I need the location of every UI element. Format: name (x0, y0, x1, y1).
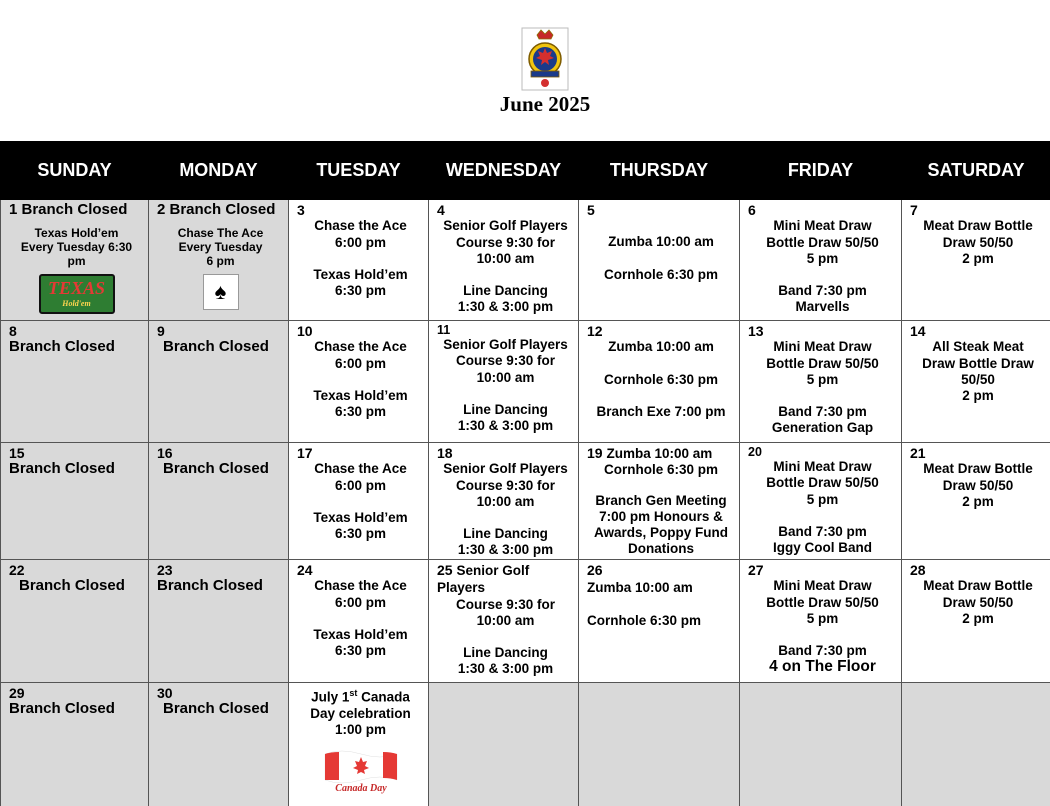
event-line: Every Tuesday 6:30 (20, 240, 133, 255)
event-line: Meat Draw Bottle (923, 578, 1033, 594)
event-line: Meat Draw Bottle (923, 218, 1033, 234)
day-number: 3 (297, 202, 305, 218)
event-line: Line Dancing (463, 283, 548, 299)
event-line: Course 9:30 for (455, 234, 556, 250)
event-line: Cornhole 6:30 pm (603, 462, 719, 478)
event-line: Branch Exe 7:00 pm (596, 403, 726, 419)
event-line: Bottle Draw 50/50 (766, 475, 879, 491)
event-line: Zumba 10:00 am (608, 234, 714, 250)
day-cell (289, 683, 429, 806)
event-line: 5 pm (806, 250, 839, 266)
weekday-header: THURSDAY (579, 142, 740, 200)
day-number: 24 (297, 562, 313, 578)
event-line: 6:00 pm (334, 355, 387, 371)
event-line: Bottle Draw 50/50 (766, 594, 879, 610)
weekday-header: WEDNESDAY (429, 142, 579, 200)
day-cell (429, 443, 579, 560)
event-line: 2 pm (962, 610, 994, 626)
event-line: Mini Meat Draw (773, 578, 872, 594)
event-line: 6:30 pm (334, 526, 387, 542)
event-line: Iggy Cool Band (773, 540, 872, 556)
event-line: Mini Meat Draw (773, 218, 872, 234)
empty-day-cell (579, 683, 740, 806)
day-number: 10 (297, 323, 313, 339)
page-title: June 2025 (499, 92, 591, 116)
weekday-header: SATURDAY (902, 142, 1050, 200)
event-text: Canada (357, 689, 410, 705)
day-cell (740, 560, 902, 683)
day-cell (579, 200, 740, 321)
closed-label: Branch Closed (163, 700, 269, 718)
spade-card-icon: ♠ (203, 274, 239, 310)
event-line: 1:30 & 3:00 pm (457, 542, 554, 558)
event-line: Course 9:30 for (455, 596, 556, 612)
event-line: Senior Golf Players (443, 337, 568, 352)
day-number: 17 (297, 445, 313, 461)
event-line: Line Dancing (463, 645, 548, 661)
weekday-header: FRIDAY (740, 142, 902, 200)
day-number: 11 (437, 323, 451, 337)
event-line: Marvells (795, 299, 850, 315)
closed-label: Branch Closed (19, 577, 125, 595)
closed-label: Branch Closed (9, 460, 115, 478)
day-cell (429, 200, 579, 321)
day-cell (902, 321, 1050, 443)
event-line: Texas Hold’em (313, 509, 408, 525)
weekday-header: MONDAY (149, 142, 289, 200)
closed-label: Branch Closed (9, 338, 115, 356)
day-cell (740, 200, 902, 321)
event-line: Mini Meat Draw (773, 459, 872, 474)
event-line: 10:00 am (476, 612, 535, 628)
event-line: 6:30 pm (334, 283, 387, 299)
day-number: 15 (9, 445, 25, 461)
event-line: Course 9:30 for (455, 353, 556, 369)
week-row (1, 683, 1050, 806)
event-line: 2 pm (962, 493, 994, 509)
day-number: 28 (910, 562, 926, 578)
day-cell (1, 560, 149, 683)
day-number: 22 (9, 562, 25, 578)
day-cell (149, 321, 289, 443)
closed-label: Branch Closed (157, 577, 263, 595)
day-cell (1, 683, 149, 806)
event-line: 5 pm (806, 371, 839, 387)
event-line: Mini Meat Draw (773, 339, 872, 355)
event-line: Bottle Draw 50/50 (766, 234, 879, 250)
day-number: 8 (9, 323, 17, 339)
event-line: Cornhole 6:30 pm (603, 266, 719, 282)
legion-crest-icon (521, 27, 569, 91)
canada-flag-icon (321, 746, 401, 794)
event-line: Zumba 10:00 am (606, 446, 713, 461)
day-cell (429, 560, 579, 683)
event-line: Texas Hold’em (34, 226, 119, 241)
event-line: Senior Golf Players (437, 563, 530, 596)
day-number: 13 (748, 323, 764, 339)
day-number: 4 (437, 202, 445, 218)
event-line: Cornhole 6:30 pm (603, 371, 719, 387)
event-line: 6:00 pm (334, 477, 387, 493)
day-cell (579, 560, 740, 683)
event-line: Texas Hold’em (313, 266, 408, 282)
day-number: 12 (587, 323, 603, 339)
day-cell (149, 443, 289, 560)
event-line: Draw 50/50 (942, 594, 1014, 610)
canada-day-text: Canada Day (334, 783, 387, 795)
day-cell (902, 200, 1050, 321)
week-row (1, 443, 1050, 560)
day-number: 29 (9, 685, 25, 701)
week-row (1, 321, 1050, 443)
event-text: July 1 (311, 689, 350, 705)
event-line: 6:00 pm (334, 594, 387, 610)
event-line: Senior Golf Players (443, 461, 568, 477)
day-cell (149, 200, 289, 321)
day-number: 21 (910, 445, 926, 461)
day-number: 1 Branch Closed (9, 201, 128, 218)
event-line: Chase The Ace (177, 226, 264, 241)
week-row (1, 200, 1050, 321)
empty-day-cell (902, 683, 1050, 806)
event-line: 7:00 pm Honours & (599, 508, 723, 524)
event-line: 1:30 & 3:00 pm (457, 418, 554, 434)
event-line: Chase the Ace (314, 339, 407, 355)
event-line: Branch Gen Meeting (595, 492, 727, 508)
event-line: Donations (628, 541, 694, 557)
day-cell (1, 321, 149, 443)
event-line: 1:00 pm (334, 722, 387, 738)
event-line: 1:30 & 3:00 pm (457, 661, 554, 677)
event-line: Line Dancing (463, 401, 548, 417)
day-number: 25 (437, 562, 453, 578)
day-number: 18 (437, 445, 453, 461)
event-line: pm (67, 254, 86, 269)
event-line: All Steak Meat (932, 339, 1024, 355)
event-line: 2 pm (962, 250, 994, 266)
day-number: 19 (587, 445, 603, 461)
day-number: 9 (157, 323, 165, 339)
event-line: Draw Bottle Draw (922, 355, 1034, 371)
event-line: 5 pm (806, 491, 839, 507)
day-number: 23 (157, 562, 173, 578)
day-number: 14 (910, 323, 926, 339)
day-number: 16 (157, 445, 173, 461)
event-line: Senior Golf Players (443, 218, 568, 234)
event-line: Texas Hold’em (313, 626, 408, 642)
day-cell (1, 200, 149, 321)
event-line: Band 7:30 pm (778, 643, 867, 659)
event-line: Meat Draw Bottle (923, 461, 1033, 477)
day-cell (579, 321, 740, 443)
day-number: 2 Branch Closed (157, 201, 276, 218)
day-cell (902, 560, 1050, 683)
event-line: 6:30 pm (334, 404, 387, 420)
weekday-header-row (1, 142, 1050, 200)
image-text: TEXAS (47, 278, 106, 299)
event-line: Draw 50/50 (942, 477, 1014, 493)
event-line: Day celebration (310, 705, 411, 721)
day-cell (740, 321, 902, 443)
event-line: Chase the Ace (314, 578, 407, 594)
day-number: 27 (748, 562, 764, 578)
event-line: Bottle Draw 50/50 (766, 355, 879, 371)
day-cell (149, 683, 289, 806)
week-row (1, 560, 1050, 683)
event-line: Draw 50/50 (942, 234, 1014, 250)
day-cell (289, 560, 429, 683)
event-line: Line Dancing (463, 526, 548, 542)
event-line: Every Tuesday (178, 240, 263, 255)
event-line: Texas Hold’em (313, 387, 408, 403)
event-line: Band 7:30 pm (778, 404, 867, 420)
event-line: 50/50 (961, 371, 995, 387)
event-line: 10:00 am (476, 250, 535, 266)
event-line: Chase the Ace (314, 461, 407, 477)
event-line: 4 on The Floor (769, 658, 876, 676)
event-line: 10:00 am (476, 493, 535, 509)
day-number: 20 (748, 445, 762, 459)
event-line: Awards, Poppy Fund (593, 525, 728, 541)
closed-label: Branch Closed (163, 338, 269, 356)
day-cell (289, 321, 429, 443)
texas-holdem-image (39, 274, 115, 314)
empty-day-cell (429, 683, 579, 806)
event-line: 1:30 & 3:00 pm (457, 299, 554, 315)
event-line: Zumba 10:00 am (587, 580, 693, 596)
day-cell (902, 443, 1050, 560)
day-number: 5 (587, 202, 595, 218)
day-number: 30 (157, 685, 173, 701)
event-line: Cornhole 6:30 pm (587, 612, 702, 628)
closed-label: Branch Closed (163, 460, 269, 478)
image-subtext: Hold'em (62, 299, 91, 309)
event-line: Band 7:30 pm (778, 283, 867, 299)
weekday-header: TUESDAY (289, 142, 429, 200)
event-line: 6:00 pm (334, 234, 387, 250)
event-line: 5 pm (806, 610, 839, 626)
day-cell (289, 443, 429, 560)
event-line: Chase the Ace (314, 218, 407, 234)
event-line: 6:30 pm (334, 643, 387, 659)
event-line: Course 9:30 for (455, 477, 556, 493)
event-line: Band 7:30 pm (778, 523, 867, 539)
event-line (297, 685, 424, 706)
event-line: 2 pm (962, 388, 994, 404)
closed-label: Branch Closed (9, 700, 115, 718)
day-cell (579, 443, 740, 560)
day-cell (149, 560, 289, 683)
day-number: 7 (910, 202, 918, 218)
event-line: 6 pm (206, 254, 235, 269)
day-number: 26 (587, 562, 603, 578)
empty-day-cell (740, 683, 902, 806)
weekday-header: SUNDAY (1, 142, 149, 200)
day-cell (289, 200, 429, 321)
day-cell (429, 321, 579, 443)
day-cell (1, 443, 149, 560)
day-number: 6 (748, 202, 756, 218)
day-cell (740, 443, 902, 560)
superscript: st (349, 688, 358, 698)
event-line: Zumba 10:00 am (608, 339, 714, 355)
event-line: 10:00 am (476, 369, 535, 385)
calendar-grid (0, 141, 1050, 806)
event-line: Generation Gap (771, 420, 874, 436)
